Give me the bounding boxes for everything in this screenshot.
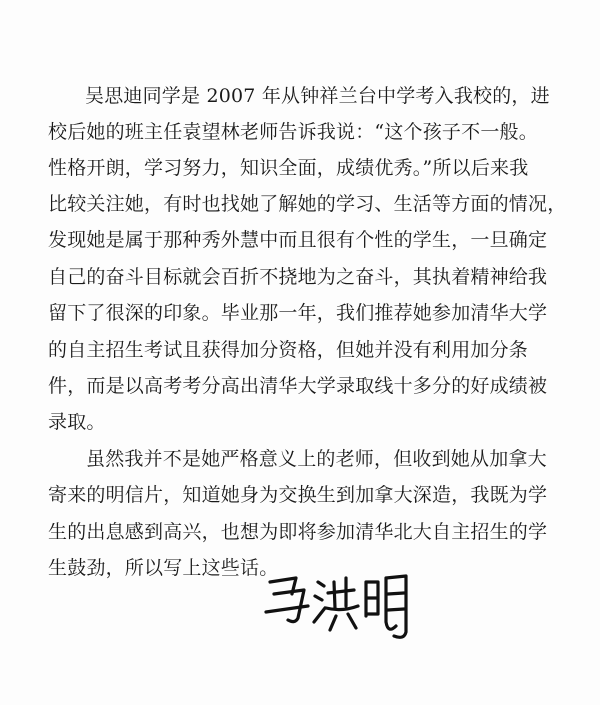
handwritten-signature — [262, 560, 412, 650]
letter-line: 发现她是属于那种秀外慧中而且很有个性的学生，一旦确定 — [48, 229, 548, 251]
letter-line: 的自主招生考试且获得加分资格，但她并没有利用加分条 — [48, 339, 529, 361]
letter-line: 生的出息感到高兴，也想为即将参加清华北大自主招生的学 — [48, 521, 548, 543]
letter-line: 留下了很深的印象。毕业那一年，我们推荐她参加清华大学 — [48, 302, 548, 324]
letter-line: 自己的奋斗目标就会百折不挠地为之奋斗，其执着精神给我 — [48, 266, 548, 288]
letter-line: 比较关注她，有时也找她了解她的学习、生活等方面的情况， — [48, 193, 567, 215]
letter-line: 性格开朗，学习努力，知识全面，成绩优秀。”所以后来我 — [48, 157, 529, 179]
letter-line: 件，而是以高考考分高出清华大学录取线十多分的好成绩被 — [48, 375, 548, 397]
letter-line: 吴思迪同学是 2007 年从钟祥兰台中学考入我校的，进 — [85, 85, 550, 107]
letter-line: 生鼓劲，所以写上这些话。 — [48, 557, 279, 579]
letter-line: 寄来的明信片，知道她身为交换生到加拿大深造，我既为学 — [48, 484, 548, 506]
letter-line: 校后她的班主任袁望林老师告诉我说：“这个孩子不一般。 — [48, 121, 538, 143]
letter-line: 录取。 — [48, 411, 106, 433]
letter-line: 虽然我并不是她严格意义上的老师，但收到她从加拿大 — [86, 448, 547, 470]
